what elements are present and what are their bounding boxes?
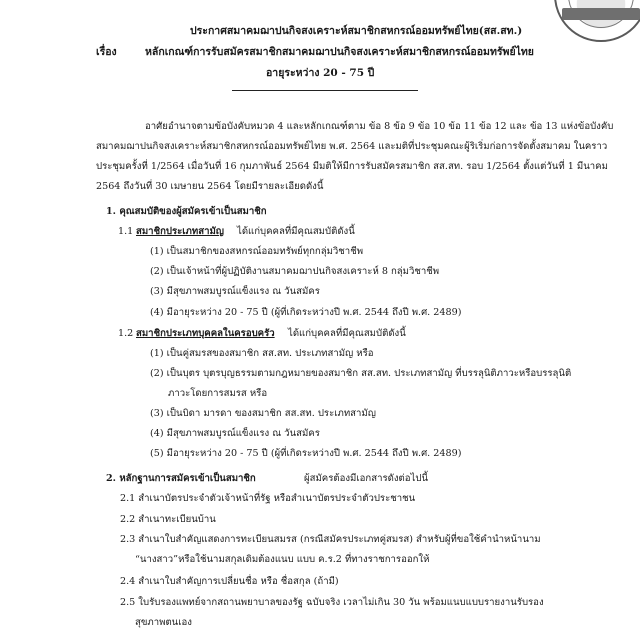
- subsection-1-1-desc: ได้แก่บุคคลที่มีคุณสมบัติดังนี้: [237, 226, 355, 237]
- list-item: (5) มีอายุระหว่าง 20 - 75 ปี (ผู้ที่เกิดระหว่างปี พ.ศ. 2544 ถึงปี พ.ศ. 2489): [150, 448, 462, 459]
- list-item: (4) มีสุขภาพสมบูรณ์แข็งแรง ณ วันสมัคร: [150, 428, 320, 439]
- section-2-heading: 2. หลักฐานการสมัครเข้าเป็นสมาชิก: [106, 473, 256, 484]
- list-item: 2.4 สำเนาใบสำคัญการเปลี่ยนชื่อ หรือ ชื่อสกุล (ถ้ามี): [120, 576, 339, 587]
- seal-ribbon: [562, 8, 640, 20]
- intro-line-1: อาศัยอำนาจตามข้อบังคับหมวด 4 และหลักเกณฑ์ตาม ข้อ 8 ข้อ 9 ข้อ 10 ข้อ 11 ข้อ 12 และ ข้อ 13 แห่งข้อบังคับ: [145, 121, 614, 132]
- section-2-heading-tail: ผู้สมัครต้องมีเอกสารดังต่อไปนี้: [304, 473, 428, 484]
- list-item: (2) เป็นเจ้าหน้าที่ผู้ปฏิบัติงานสมาคมฌาปนกิจสงเคราะห์ 8 กลุ่มวิชาชีพ: [150, 266, 440, 277]
- list-item-continuation: ภาวะโดยการสมรส หรือ: [168, 388, 268, 399]
- subsection-1-2-number: 1.2: [118, 328, 134, 339]
- list-item: (4) มีอายุระหว่าง 20 - 75 ปี (ผู้ที่เกิดระหว่างปี พ.ศ. 2544 ถึงปี พ.ศ. 2489): [150, 307, 462, 318]
- list-item: 2.2 สำเนาทะเบียนบ้าน: [120, 514, 216, 525]
- intro-line-2: สมาคมฌาปนกิจสงเคราะห์สมาชิกสหกรณ์ออมทรัพย์ไทย พ.ศ. 2564 และมติที่ประชุมคณะผู้ริเริ่มก่อการจัดตั้งสมาคม ในคราว: [96, 141, 608, 152]
- list-item: 2.3 สำเนาใบสำคัญแสดงการทะเบียนสมรส (กรณีสมัครประเภทคู่สมรส) สำหรับผู้ที่ขอใช้คำนำหน้านาม: [120, 534, 541, 545]
- list-item: (1) เป็นคู่สมรสของสมาชิก สส.สท. ประเภทสามัญ หรือ: [150, 348, 374, 359]
- intro-line-4: 2564 ถึงวันที่ 30 เมษายน 2564 โดยมีรายละเอียดดังนี้: [96, 181, 324, 192]
- age-range-heading: อายุระหว่าง 20 - 75 ปี: [266, 67, 375, 79]
- list-item: (2) เป็นบุตร บุตรบุญธรรมตามกฎหมายของสมาชิก สส.สท. ประเภทสามัญ ที่บรรลุนิติภาวะหรือบรรลุนิติ: [150, 368, 572, 379]
- document-subject: หลักเกณฑ์การรับสมัครสมาชิกสมาคมฌาปนกิจสงเคราะห์สมาชิกสหกรณ์ออมทรัพย์ไทย: [145, 46, 534, 58]
- list-item: 2.5 ใบรับรองแพทย์จากสถานพยาบาลของรัฐ ฉบับจริง เวลาไม่เกิน 30 วัน พร้อมแนบแบบรายงานรับรอง: [120, 597, 544, 608]
- document-title: ประกาศสมาคมฌาปนกิจสงเคราะห์สมาชิกสหกรณ์ออมทรัพย์ไทย(สส.สท.): [190, 25, 523, 37]
- subject-label: เรื่อง: [96, 46, 117, 58]
- association-seal-logo: [554, 0, 640, 42]
- list-item-continuation: “นางสาว”หรือใช้นามสกุลเดิมต้องแนบ แบบ ค.ร.2 ที่ทางราชการออกให้: [135, 554, 430, 565]
- list-item: (3) เป็นบิดา มารดา ของสมาชิก สส.สท. ประเภทสามัญ: [150, 408, 376, 419]
- list-item: (3) มีสุขภาพสมบูรณ์แข็งแรง ณ วันสมัคร: [150, 286, 320, 297]
- subsection-1-1-label: สมาชิกประเภทสามัญ: [136, 226, 224, 237]
- subsection-1-2-desc: ได้แก่บุคคลที่มีคุณสมบัติดังนี้: [288, 328, 406, 339]
- subsection-1-1-number: 1.1: [118, 226, 134, 237]
- intro-line-3: ประชุมครั้งที่ 1/2564 เมื่อวันที่ 16 กุมภาพันธ์ 2564 มีมติให้มีการรับสมัครสมาชิก สส.สท. รอบ 1/2564 ตั้งแต่วันที่ 1 มีนาคม: [96, 161, 608, 172]
- list-item: (1) เป็นสมาชิกของสหกรณ์ออมทรัพย์ทุกกลุ่มวิชาชีพ: [150, 246, 364, 257]
- list-item: 2.1 สำเนาบัตรประจำตัวเจ้าหน้าที่รัฐ หรือสำเนาบัตรประจำตัวประชาชน: [120, 493, 416, 504]
- header-divider: [232, 90, 418, 91]
- list-item-continuation: สุขภาพตนเอง: [135, 617, 192, 628]
- section-1-heading: 1. คุณสมบัติของผู้สมัครเข้าเป็นสมาชิก: [106, 206, 267, 217]
- subsection-1-2-label: สมาชิกประเภทบุคคลในครอบครัว: [136, 328, 275, 339]
